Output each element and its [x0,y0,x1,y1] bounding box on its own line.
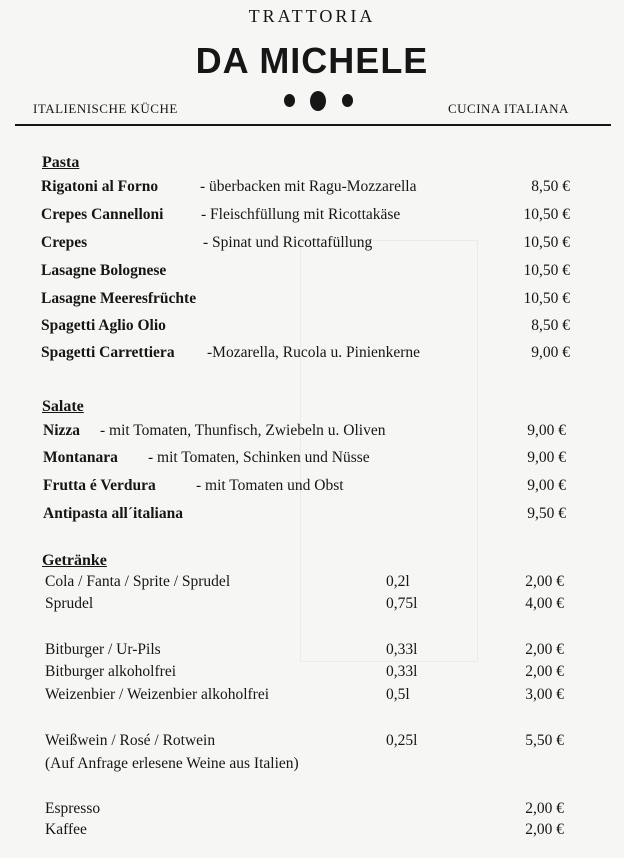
menu-item [0,206,624,230]
dish-description: - mit Tomaten, Thunfisch, Zwiebeln u. Oliven [100,422,386,439]
dish-price: 9,50 € [527,505,566,522]
drink-name: Kaffee [45,821,87,838]
drink-price: 4,00 € [525,595,564,612]
dish-description: - überbacken mit Ragu-Mozzarella [200,178,417,195]
drink-item [0,595,624,619]
drink-price: 2,00 € [525,663,564,680]
drink-price: 2,00 € [525,573,564,590]
drink-name: Sprudel [45,595,94,612]
drink-price: 2,00 € [525,800,564,817]
dish-description: - Spinat und Ricottafüllung [203,234,373,251]
dish-name: Nizza [43,422,81,439]
dish-name: Crepes Cannelloni [41,206,164,223]
drink-item [0,641,624,665]
dish-name: Antipasta all´italiana [43,505,183,522]
dish-name: Crepes [41,234,88,251]
dish-price: 9,00 € [531,344,570,361]
dish-price: 9,00 € [527,449,566,466]
drink-volume: 0,25l [386,732,418,749]
ornament-dot [342,94,353,107]
dish-name: Rigatoni al Forno [41,178,159,195]
menu-item [0,290,624,314]
drink-name: Cola / Fanta / Sprite / Sprudel [45,573,231,590]
drink-price: 3,00 € [525,686,564,703]
dish-name: Lasagne Meeresfrüchte [41,290,197,307]
drink-item [0,573,624,597]
drink-name: Bitburger alkoholfrei [45,663,177,680]
dish-price: 9,00 € [527,477,566,494]
menu-item [0,178,624,202]
dish-price: 10,50 € [523,290,570,307]
section-title-salate: Salate [42,398,84,415]
drink-volume: 0,2l [386,573,410,590]
drink-price: 2,00 € [525,641,564,658]
dish-price: 8,50 € [531,178,570,195]
drink-name: Weißwein / Rosé / Rotwein [45,732,216,749]
dish-price: 9,00 € [527,422,566,439]
dish-name: Frutta é Verdura [43,477,156,494]
dish-name: Spagetti Carrettiera [41,344,175,361]
menu-item [0,449,624,473]
drink-name: Espresso [45,800,101,817]
dish-name: Montanara [43,449,118,466]
menu-item [0,344,624,368]
drink-volume: 0,75l [386,595,418,612]
header-trattoria: TRATTORIA [248,6,376,26]
dish-price: 10,50 € [523,234,570,251]
restaurant-name: DA MICHELE [195,40,429,81]
wine-note: (Auf Anfrage erlesene Weine aus Italien) [45,755,299,772]
drink-price: 5,50 € [525,732,564,749]
drink-name: Bitburger / Ur-Pils [45,641,161,658]
drink-item [0,732,624,756]
drink-name: Weizenbier / Weizenbier alkoholfrei [45,686,270,703]
drink-volume: 0,5l [386,686,410,703]
dish-name: Lasagne Bolognese [41,262,167,279]
menu-item [0,317,624,341]
menu-item [0,477,624,501]
header-dots-ornament [280,90,356,112]
header-subtitle-right: CUCINA ITALIANA [448,101,569,116]
dish-description: - Fleischfüllung mit Ricottakäse [201,206,401,223]
header-rule [15,124,611,126]
menu-item [0,505,624,529]
dish-description: -Mozarella, Rucola u. Pinienkerne [207,344,421,361]
dish-name: Spagetti Aglio Olio [41,317,166,334]
menu-item [0,234,624,258]
menu-item [0,262,624,286]
ornament-dot [310,91,326,111]
drink-item [0,686,624,710]
drink-note [0,755,624,779]
drink-item [0,821,624,845]
menu-item [0,422,624,446]
dish-description: - mit Tomaten, Schinken und Nüsse [148,449,370,466]
dish-price: 10,50 € [523,262,570,279]
header-subtitle-left: ITALIENISCHE KÜCHE [33,101,178,116]
drink-item [0,663,624,687]
dish-price: 10,50 € [523,206,570,223]
drink-volume: 0,33l [386,663,418,680]
dish-description: - mit Tomaten und Obst [196,477,344,494]
ornament-dot [284,94,295,107]
drink-volume: 0,33l [386,641,418,658]
drink-price: 2,00 € [525,821,564,838]
section-title-pasta: Pasta [42,154,80,171]
section-title-getraenke: Getränke [42,552,107,569]
dish-price: 8,50 € [531,317,570,334]
